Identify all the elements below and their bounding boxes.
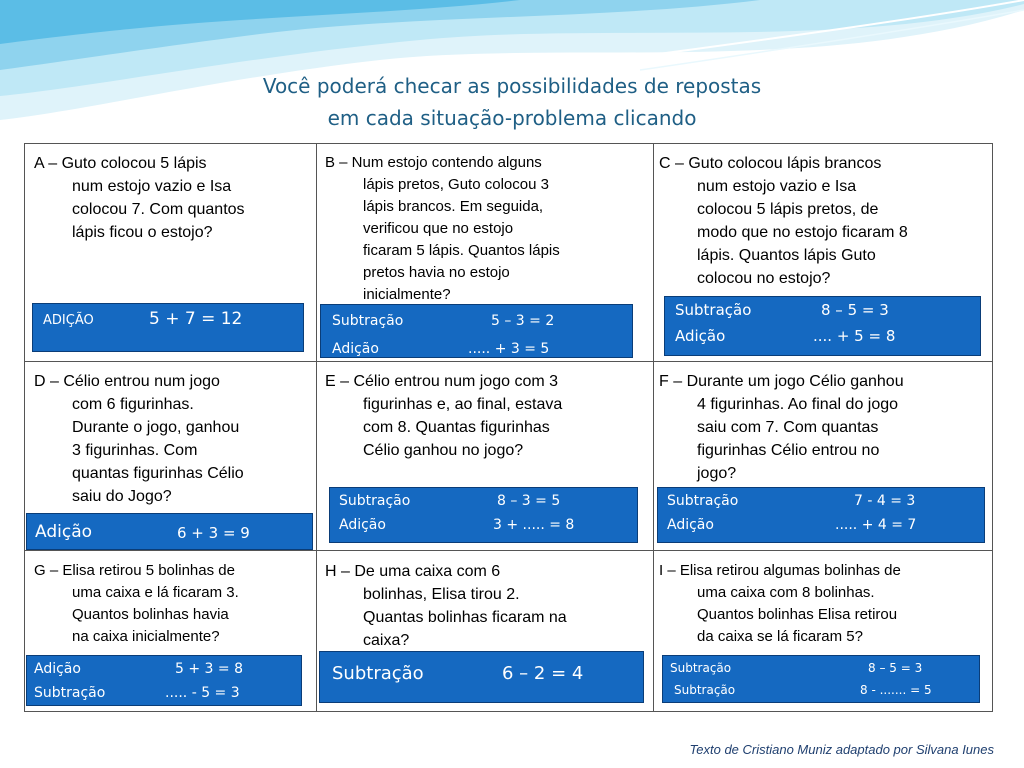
problem-i-line: I – Elisa retirou algumas bolinhas de: [659, 562, 901, 579]
problem-d: [34, 370, 310, 508]
answer-a-expr: 5 + 7 = 12: [149, 309, 243, 329]
problem-i: [659, 560, 989, 648]
problem-b-line: pretos havia no estojo: [363, 264, 510, 281]
answer-e-expr: 3 + ..... = 8: [493, 517, 575, 533]
answer-a-op: ADIÇÃO: [43, 313, 94, 328]
problem-b: [325, 152, 647, 306]
problem-f-line: saiu com 7. Com quantas: [697, 419, 879, 436]
problem-g-line: G – Elisa retirou 5 bolinhas de: [34, 562, 235, 579]
problem-b-line: ficaram 5 lápis. Quantos lápis: [363, 242, 560, 259]
problem-b-line: B – Num estojo contendo alguns: [325, 154, 542, 171]
problem-g-line: na caixa inicialmente?: [72, 628, 220, 645]
answer-g-expr: 5 + 3 = 8: [175, 661, 243, 677]
problem-d-line: Durante o jogo, ganhou: [72, 419, 240, 436]
problem-c-line: num estojo vazio e Isa: [697, 178, 857, 195]
answer-box-b[interactable]: [320, 304, 633, 358]
problem-a-line: colocou 7. Com quantos: [72, 201, 245, 218]
problem-c-line: lápis. Quantos lápis Guto: [697, 247, 876, 264]
problem-g: [34, 560, 310, 648]
answer-box-a[interactable]: [32, 303, 304, 352]
answer-b-op: Subtração: [332, 313, 404, 329]
answer-e-op: Adição: [339, 517, 386, 533]
answer-box-d[interactable]: [26, 513, 313, 550]
problem-i-line: da caixa se lá ficaram 5?: [697, 628, 863, 645]
page-title-line-1: Você poderá checar as possibilidades de repostas: [262, 74, 762, 98]
answer-f-expr: ..... + 4 = 7: [835, 517, 917, 533]
problem-d-line: saiu do Jogo?: [72, 488, 172, 505]
problem-h-line: caixa?: [363, 632, 410, 649]
answer-e-expr: 8 – 3 = 5: [497, 493, 561, 509]
answer-g-op: Adição: [34, 661, 81, 677]
answer-e-op: Subtração: [339, 493, 411, 509]
answer-g-expr: ..... - 5 = 3: [165, 685, 240, 701]
answer-box-c[interactable]: [664, 296, 981, 356]
problem-d-line: com 6 figurinhas.: [72, 396, 194, 413]
answer-box-g[interactable]: [26, 655, 302, 706]
problem-f: [659, 370, 989, 485]
problem-c-line: C – Guto colocou lápis brancos: [659, 155, 882, 172]
answer-f-op: Subtração: [667, 493, 739, 509]
answer-b-expr: 5 – 3 = 2: [491, 313, 555, 329]
problem-e: [325, 370, 647, 462]
answer-b-expr: ..... + 3 = 5: [468, 341, 550, 357]
problem-c-line: modo que no estojo ficaram 8: [697, 224, 908, 241]
problem-f-line: figurinhas Célio entrou no: [697, 442, 880, 459]
answer-c-expr: .... + 5 = 8: [813, 327, 896, 345]
problem-g-line: uma caixa e lá ficaram 3.: [72, 584, 239, 601]
footer-credit: Texto de Cristiano Muniz adaptado por Silvana Iunes: [689, 742, 994, 757]
problem-c-line: colocou 5 lápis pretos, de: [697, 201, 879, 218]
problem-b-line: verificou que no estojo: [363, 220, 514, 237]
answer-i-expr: 8 – 5 = 3: [868, 661, 923, 675]
answer-i-op: Subtração: [674, 683, 736, 697]
problem-h-line: bolinhas, Elisa tirou 2.: [363, 586, 520, 603]
problem-a: [34, 152, 310, 244]
problem-h: [325, 560, 647, 652]
problem-c-line: colocou no estojo?: [697, 270, 831, 287]
problem-d-line: quantas figurinhas Célio: [72, 465, 244, 482]
answer-b-op: Adição: [332, 341, 379, 357]
problem-g-line: Quantos bolinhas havia: [72, 606, 229, 623]
problem-e-line: com 8. Quantas figurinhas: [363, 419, 550, 436]
answer-f-op: Adição: [667, 517, 714, 533]
problem-h-line: H – De uma caixa com 6: [325, 563, 501, 580]
answer-c-op: Adição: [675, 327, 726, 345]
problem-d-line: 3 figurinhas. Com: [72, 442, 198, 459]
answer-box-e[interactable]: [329, 487, 638, 543]
problem-b-line: lápis brancos. Em seguida,: [363, 198, 544, 215]
problem-a-line: A – Guto colocou 5 lápis: [34, 155, 207, 172]
answer-box-h[interactable]: [319, 651, 644, 703]
answer-h-expr: 6 – 2 = 4: [502, 663, 584, 684]
problem-e-line: Célio ganhou no jogo?: [363, 442, 524, 459]
answer-box-i[interactable]: [662, 655, 980, 703]
problem-d-line: D – Célio entrou num jogo: [34, 373, 220, 390]
problem-f-line: 4 figurinhas. Ao final do jogo: [697, 396, 899, 413]
problem-i-line: Quantos bolinhas Elisa retirou: [697, 606, 898, 623]
page-title-line-2: em cada situação-problema clicando: [327, 106, 697, 130]
answer-c-op: Subtração: [675, 301, 752, 319]
problem-f-line: jogo?: [697, 465, 737, 482]
problem-h-line: Quantas bolinhas ficaram na: [363, 609, 567, 626]
answer-h-op: Subtração: [332, 663, 424, 684]
answer-i-expr: 8 - ....... = 5: [860, 683, 932, 697]
problem-f-line: F – Durante um jogo Célio ganhou: [659, 373, 904, 390]
answer-box-f[interactable]: [657, 487, 985, 543]
problem-a-line: lápis ficou o estojo?: [72, 224, 213, 241]
answer-c-expr: 8 – 5 = 3: [821, 301, 889, 319]
problem-b-line: inicialmente?: [363, 286, 451, 303]
problem-b-line: lápis pretos, Guto colocou 3: [363, 176, 549, 193]
problem-i-line: uma caixa com 8 bolinhas.: [697, 584, 875, 601]
problem-a-line: num estojo vazio e Isa: [72, 178, 232, 195]
answer-g-op: Subtração: [34, 685, 106, 701]
answer-i-op: Subtração: [670, 661, 732, 675]
problem-e-line: figurinhas e, ao final, estava: [363, 396, 563, 413]
problem-e-line: E – Célio entrou num jogo com 3: [325, 373, 559, 390]
answer-d-expr: 6 + 3 = 9: [177, 524, 250, 542]
problem-c: [659, 152, 989, 290]
answer-f-expr: 7 - 4 = 3: [854, 493, 916, 509]
answer-d-op: Adição: [35, 522, 93, 542]
